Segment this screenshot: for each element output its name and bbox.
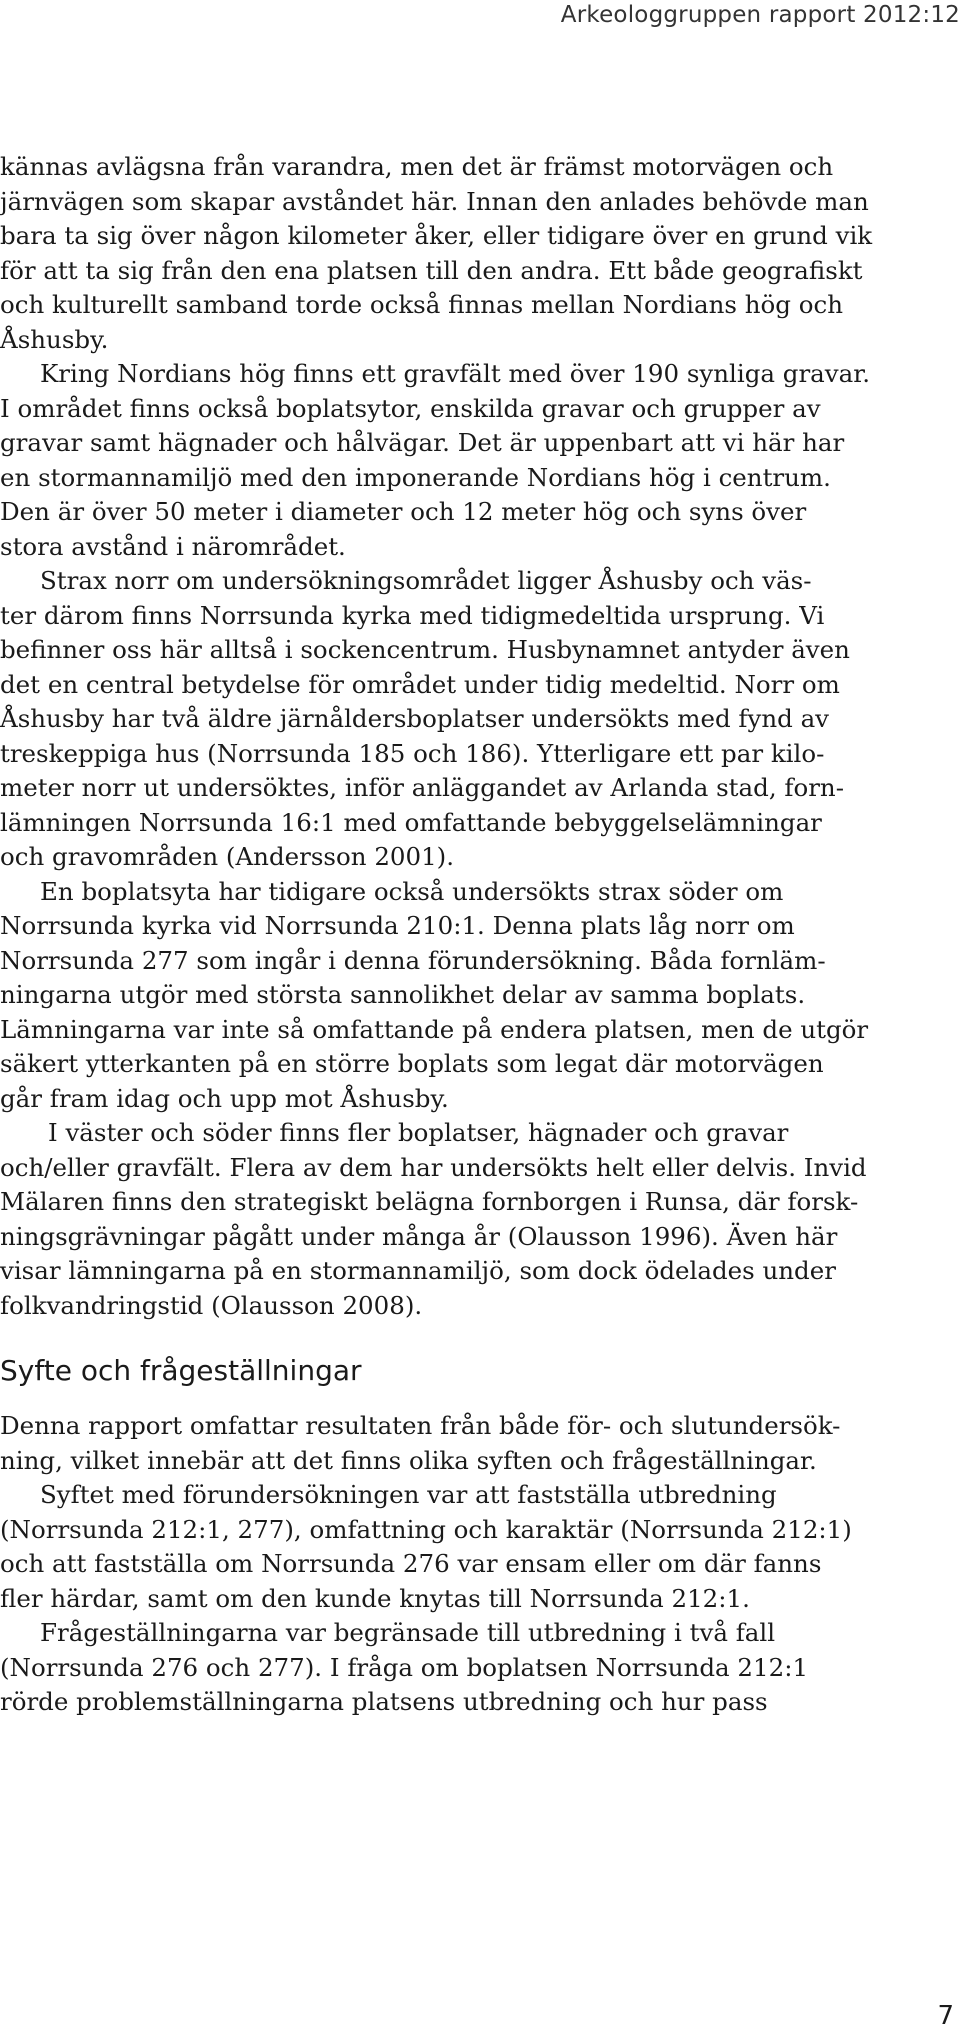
- text-line: säkert ytterkanten på en större boplats som legat där motorvägen: [0, 1049, 824, 1078]
- paragraph: [0, 1409, 955, 1478]
- text-line: fler härdar, samt om den kunde knytas till Norrsunda 212:1.: [0, 1583, 750, 1613]
- text-line: Norrsunda 277 som ingår i denna förundersökning. Båda fornläm-: [0, 945, 826, 975]
- text-line: folkvandringstid (Olausson 2008).: [0, 1290, 423, 1320]
- text-line: Kring Nordians hög finns ett gravfält med över 190 synliga gravar.: [40, 359, 871, 388]
- text-line: och/eller gravfält. Flera av dem har undersökts helt eller delvis. Invid: [0, 1152, 867, 1182]
- text-line: ningsgrävningar pågått under många år (Olausson 1996). Även här: [0, 1221, 838, 1251]
- text-line: lämningen Norrsunda 16:1 med omfattande bebyggelselämningar: [0, 807, 822, 837]
- text-line: ter därom finns Norrsunda kyrka med tidigmedeltida ursprung. Vi: [0, 600, 825, 630]
- text-line: och gravområden (Andersson 2001).: [0, 842, 455, 871]
- document-body: [0, 150, 955, 1720]
- page-number: 7: [937, 2001, 954, 2031]
- text-line: Frågeställningarna var begränsade till utbredning i två fall: [40, 1618, 776, 1647]
- text-line: går fram idag och upp mot Åshusby.: [0, 1083, 449, 1113]
- text-line: kännas avlägsna från varandra, men det är främst motorvägen och: [0, 152, 834, 181]
- paragraph: [0, 1478, 955, 1616]
- text-line: (Norrsunda 276 och 277). I fråga om boplatsen Norrsunda 212:1: [0, 1652, 809, 1682]
- text-line: ningarna utgör med största sannolikhet delar av samma boplats.: [0, 980, 806, 1009]
- text-line: Lämningarna var inte så omfattande på endera platsen, men de utgör: [0, 1014, 869, 1044]
- text-line: för att ta sig från den ena platsen till den andra. Ett både geografiskt: [0, 255, 863, 285]
- paragraph: [0, 875, 955, 1117]
- text-line: rörde problemställningarna platsens utbredning och hur pass: [0, 1687, 768, 1716]
- text-line: gravar samt hägnader och hålvägar. Det är uppenbart att vi här har: [0, 428, 845, 457]
- text-line: Syftet med förundersökningen var att fastställa utbredning: [40, 1480, 777, 1509]
- text-line: visar lämningarna på en stormannamiljö, som dock ödelades under: [0, 1256, 836, 1285]
- text-line: meter norr ut undersöktes, inför anläggandet av Arlanda stad, forn-: [0, 773, 844, 802]
- text-line: och kulturellt samband torde också finnas mellan Nordians hög och: [0, 290, 844, 319]
- text-line: Norrsunda kyrka vid Norrsunda 210:1. Denna plats låg norr om: [0, 911, 795, 940]
- text-line: ning, vilket innebär att det finns olika syften och frågeställningar.: [0, 1445, 817, 1475]
- text-line: befinner oss här alltså i sockencentrum. Husbynamnet antyder även: [0, 635, 850, 664]
- paragraph: [0, 357, 955, 564]
- text-line: det en central betydelse för området under tidig medeltid. Norr om: [0, 669, 840, 699]
- text-line: stora avstånd i närområdet.: [0, 531, 346, 561]
- paragraph: [0, 1116, 955, 1323]
- text-line: Den är över 50 meter i diameter och 12 meter hög och syns över: [0, 497, 807, 526]
- text-line: bara ta sig över någon kilometer åker, eller tidigare över en grund vik: [0, 221, 873, 250]
- text-line: Strax norr om undersökningsområdet ligger Åshusby och väs-: [40, 566, 812, 595]
- text-line: Åshusby.: [0, 324, 109, 354]
- text-line: Åshusby har två äldre järnåldersboplatser undersökts med fynd av: [0, 704, 830, 733]
- text-line: (Norrsunda 212:1, 277), omfattning och karaktär (Norrsunda 212:1): [0, 1514, 852, 1544]
- text-line: I området finns också boplatsytor, enskilda gravar och grupper av: [0, 393, 821, 423]
- running-header: Arkeologgruppen rapport 2012:12: [560, 2, 960, 28]
- text-line: Mälaren finns den strategiskt belägna fornborgen i Runsa, där forsk-: [0, 1187, 859, 1216]
- text-line: En boplatsyta har tidigare också undersökts strax söder om: [40, 876, 784, 906]
- section-heading: Syfte och frågeställningar: [0, 1354, 362, 1387]
- text-line: Denna rapport omfattar resultaten från både för- och slutundersök-: [0, 1411, 841, 1440]
- text-line: treskeppiga hus (Norrsunda 185 och 186). Ytterligare ett par kilo-: [0, 738, 825, 768]
- paragraph: [0, 150, 955, 357]
- paragraph: [0, 564, 955, 875]
- text-line: I väster och söder finns fler boplatser, hägnader och gravar: [48, 1118, 789, 1147]
- text-line: en stormannamiljö med den imponerande Nordians hög i centrum.: [0, 462, 831, 492]
- paragraph: [0, 1616, 955, 1720]
- text-line: järnvägen som skapar avståndet här. Innan den anlades behövde man: [0, 186, 869, 216]
- text-line: och att fastställa om Norrsunda 276 var ensam eller om där fanns: [0, 1549, 822, 1578]
